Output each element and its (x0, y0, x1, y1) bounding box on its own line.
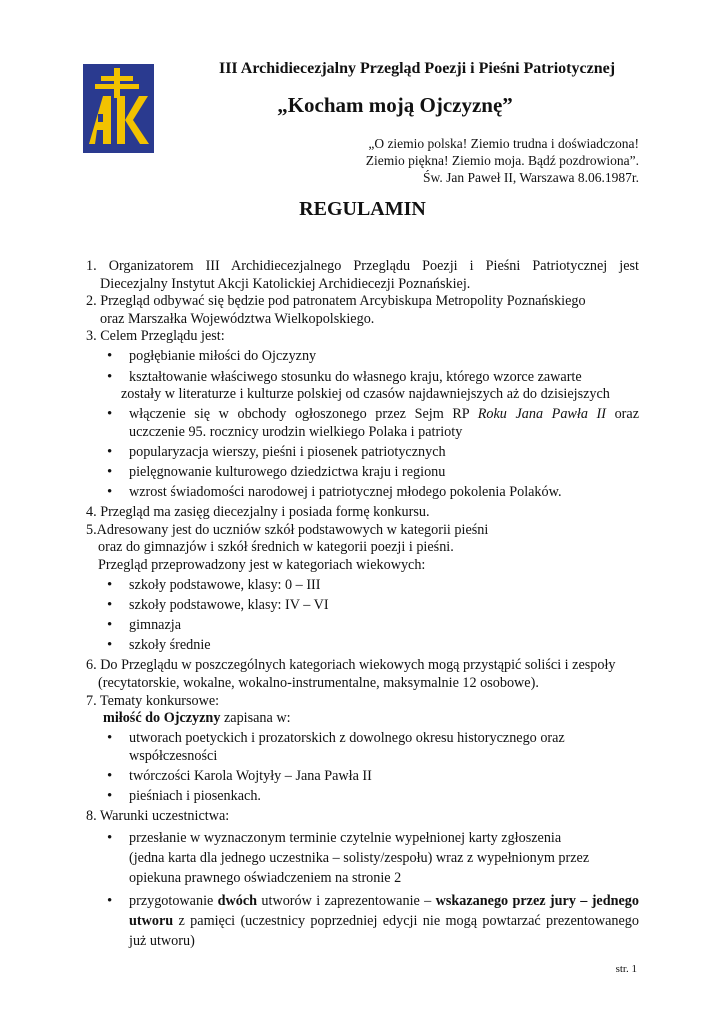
section-2-cont: oraz Marszałka Województwa Wielkopolskiego. (100, 310, 375, 327)
list-item-text: przygotowanie (129, 892, 218, 909)
list-item-emphasis: Roku Jana Pawła II (477, 406, 606, 423)
section-7-title: 7. Tematy konkursowe: (86, 692, 220, 709)
list-item-text: przesłanie w wyznaczonym terminie czytelnie wypełnionej karty zgłoszenia (129, 830, 562, 847)
list-item: • pielęgnowanie kulturowego dziedzictwa kraju i regionu (86, 464, 639, 482)
section-1: 1. Organizatorem III Archidiecezjalnego Przeglądu Poezji i Pieśni Patriotycznej jest (86, 258, 639, 274)
event-subtitle: „Kocham moją Ojczyznę” (277, 93, 513, 117)
list-item: • wzrost świadomości narodowej i patriotycznej młodego pokolenia Polaków. (86, 484, 639, 502)
list-item-text: z pamięci (uczestnicy poprzedniej edycji nie mogą powtarzać prezentowanego (173, 912, 639, 929)
list-item: • twórczości Karola Wojtyły – Jana Pawła II (86, 768, 639, 786)
page-number: str. 1 (615, 963, 637, 975)
emphasis-text: dwóch (217, 892, 258, 909)
section-7-list (86, 730, 639, 805)
list-item: • szkoły podstawowe, klasy: IV – VI (86, 597, 639, 615)
section-4: 4. Przegląd ma zasięg diecezjalny i posiada formę konkursu. (86, 504, 430, 521)
section-5-cont: Przegląd przeprowadzony jest w kategoriach wiekowych: (98, 557, 426, 573)
list-item: • gimnazja (86, 617, 639, 635)
list-item-text: utworach poetyckich i prozatorskich z dowolnego okresu historycznego oraz (129, 730, 565, 747)
list-item: • szkoły podstawowe, klasy: 0 – III (86, 577, 639, 595)
document-title: REGULAMIN (299, 198, 426, 220)
section-1-cont: Diecezjalny Instytut Akcji Katolickiej Archidiecezji Poznańskiej. (100, 275, 471, 292)
list-item-text: włączenie się w obchody ogłoszonego przez Sejm RP (129, 406, 478, 423)
emphasis-text: miłość do Ojczyzny (103, 710, 221, 727)
list-item-text: opiekuna prawnego oświadczeniem na stronie 2 (129, 870, 402, 887)
section-5: 5.Adresowany jest do uczniów szkół podstawowych w kategorii pieśni (86, 521, 489, 538)
list-item (86, 730, 639, 765)
list-item-text: (jedna karta dla jednego uczestnika – solisty/zespołu) wraz z wypełnionym przez (129, 850, 590, 867)
list-item-text: oraz (605, 406, 639, 423)
list-item (86, 828, 639, 888)
list-item-text: utworów i zaprezentowanie – (257, 892, 436, 909)
list-item (86, 406, 639, 441)
emphasis-text: wskazanego przez jury – jednego (435, 892, 639, 909)
section-8-list (86, 828, 639, 951)
list-item: • szkoły średnie (86, 637, 639, 655)
organization-logo (83, 64, 154, 153)
event-title: III Archidiecezjalny Przegląd Poezji i Pieśni Patriotycznej (218, 60, 616, 77)
list-item-text: współczesności (129, 747, 218, 764)
motto-quote (366, 135, 639, 186)
section-5-list (86, 577, 639, 655)
section-6: 6. Do Przeglądu w poszczególnych kategoriach wiekowych mogą przystąpić soliści i zespoły (86, 657, 616, 674)
list-item-text: już utworu) (129, 932, 195, 949)
list-item-text: uczczenie 95. rocznicy urodzin wielkiego Polaka i patrioty (129, 423, 463, 440)
motto-attribution: Św. Jan Paweł II, Warszawa 8.06.1987r. (423, 170, 639, 185)
ak-logo-icon (83, 64, 154, 153)
section-2: 2. Przegląd odbywać się będzie pod patronatem Arcybiskupa Metropolity Poznańskiego (86, 293, 586, 310)
list-item-text: zostały w literaturze i kulturze polskiej od czasów najdawniejszych aż do dzisiejszych (121, 386, 610, 403)
section-3-title: 3. Celem Przeglądu jest: (86, 328, 225, 345)
section-3-list (86, 348, 639, 501)
section-7-subtitle (86, 710, 639, 728)
list-item-text: kształtowanie właściwego stosunku do własnego kraju, którego wzorce zawarte (129, 368, 582, 385)
emphasis-text: utworu (129, 912, 174, 929)
list-item: • pieśniach i piosenkach. (86, 788, 639, 806)
section-8-title: 8. Warunki uczestnictwa: (86, 808, 230, 825)
section-5-cont: oraz do gimnazjów i szkół średnich w kategorii poezji i pieśni. (98, 539, 454, 556)
motto-line: Ziemio piękna! Ziemio moja. Bądź pozdrowiona”. (365, 153, 639, 168)
subtitle-text: zapisana w: (220, 710, 291, 727)
list-item: • popularyzacja wierszy, pieśni i piosenek patriotycznych (86, 444, 639, 462)
list-item: • pogłębianie miłości do Ojczyzny (86, 348, 639, 366)
list-item (86, 369, 639, 404)
regulations-body (86, 258, 639, 953)
motto-line: „O ziemio polska! Ziemio trudna i doświadczona! (368, 136, 639, 151)
section-6-cont: (recytatorskie, wokalne, wokalno-instrumentalne, maksymalnie 12 osobowe). (98, 675, 539, 692)
list-item (86, 891, 639, 951)
